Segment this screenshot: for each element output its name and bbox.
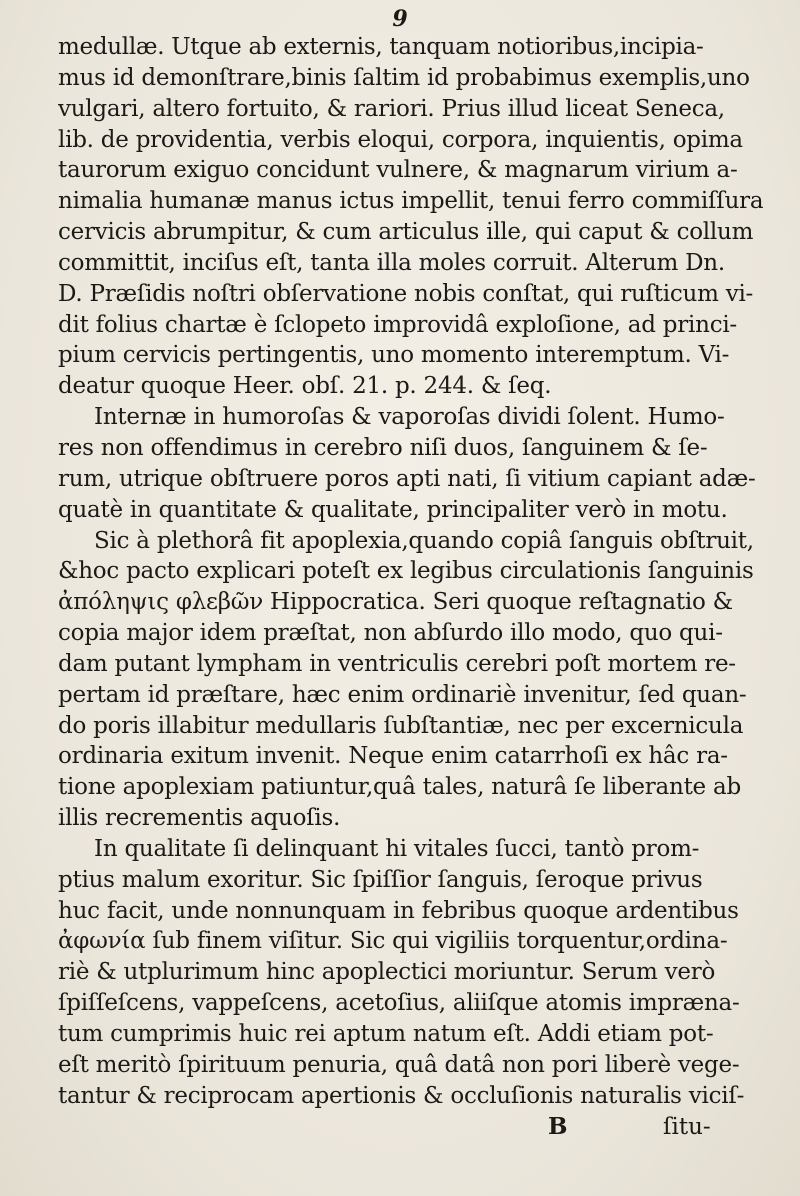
text-line: pertam id præſtare, hæc enim ordinariè invenitur, ſed quan- — [58, 681, 747, 708]
text-line: do poris illabitur medullaris ſubſtantiæ, nec per excernicula — [58, 712, 744, 739]
text-line: &hoc pacto explicari poteſt ex legibus circulationis ſanguinis — [58, 558, 754, 585]
signature-mark: B — [548, 1112, 568, 1140]
text-line: vulgari, altero fortuito, & rariori. Prius illud liceat Seneca, — [58, 95, 725, 122]
text-line: deatur quoque Heer. obſ. 21. p. 244. & ſeq. — [58, 373, 552, 400]
text-line: tum cumprimis huic rei aptum natum eſt. Addi etiam pot- — [58, 1021, 714, 1047]
text-line: D. Præſidis noſtri obſervatione nobis conſtat, qui ruſticum vi- — [58, 280, 754, 307]
text-line: committit, inciſus eſt, tanta illa moles corruit. Alterum Dn. — [58, 249, 725, 276]
text-line: tantur & reciprocam apertionis & occluſionis naturalis viciſ- — [58, 1082, 745, 1109]
text-line: lib. de providentia, verbis eloqui, corpora, inquientis, opima — [58, 126, 743, 153]
text-line: dam putant lympham in ventriculis cerebri poſt mortem re- — [58, 650, 736, 677]
text-line: Internæ in humoroſas & vaporoſas dividi ſolent. Humo- — [94, 404, 725, 431]
text-line: In qualitate ſi delinquant hi vitales ſucci, tantò prom- — [94, 835, 700, 862]
text-line: cervicis abrumpitur, & cum articulus ille, qui caput & collum — [58, 219, 754, 246]
catchword: ſitu- — [663, 1113, 711, 1140]
text-line: ordinaria exitum invenit. Neque enim catarrhoſi ex hâc ra- — [58, 743, 728, 770]
text-line: riè & utplurimum hinc apoplectici moriuntur. Serum verò — [58, 959, 716, 986]
text-line: ἀφωνία ſub finem viſitur. Sic qui vigiliis torquentur,ordina- — [58, 928, 728, 955]
text-line: Sic à plethorâ fit apoplexia,quando copiâ ſanguis obſtruit, — [94, 527, 754, 554]
text-line: ptius malum exoritur. Sic ſpiſſior ſanguis, ſeroque privus — [58, 866, 703, 893]
text-line: dit folius chartæ è ſclopeto improvidâ exploſione, ad princi- — [58, 311, 737, 338]
text-line: nimalia humanæ manus ictus impellit, tenui ferro commiſſura — [58, 188, 763, 215]
page-number: 9 — [392, 6, 408, 32]
text-line: mus id demonſtrare,binis ſaltim id probabimus exemplis,uno — [58, 64, 750, 91]
page-footer — [58, 1112, 763, 1143]
text-line: ſpiſſeſcens, vappeſcens, acetoſius, aliiſque atomis impræna- — [58, 990, 740, 1017]
text-line: eſt meritò ſpirituum penuria, quâ datâ non pori liberè vege- — [58, 1051, 740, 1078]
body-text — [58, 32, 763, 1142]
text-line: illis recrementis aquoſis. — [58, 805, 341, 832]
text-line: huc facit, unde nonnunquam in febribus quoque ardentibus — [58, 897, 739, 924]
text-line: pium cervicis pertingentis, uno momento interemptum. Vi- — [58, 342, 730, 369]
text-line: quatè in quantitate & qualitate, principaliter verò in motu. — [58, 496, 728, 523]
text-line: medullæ. Utque ab externis, tanquam notioribus,incipia- — [58, 34, 704, 60]
text-line: tione apoplexiam patiuntur,quâ tales, naturâ ſe liberante ab — [58, 774, 741, 801]
text-line: ἀπόληψις φλεβῶν Hippocratica. Seri quoque reſtagnatio & — [58, 589, 733, 616]
text-line: taurorum exiguo concidunt vulnere, & magnarum virium a- — [58, 157, 738, 184]
text-line: rum, utrique obſtruere poros apti nati, ſi vitium capiant adæ- — [58, 465, 756, 492]
text-line: copia major idem præſtat, non abſurdo illo modo, quo qui- — [58, 620, 723, 647]
text-line: res non offendimus in cerebro niſi duos, ſanguinem & ſe- — [58, 434, 708, 461]
